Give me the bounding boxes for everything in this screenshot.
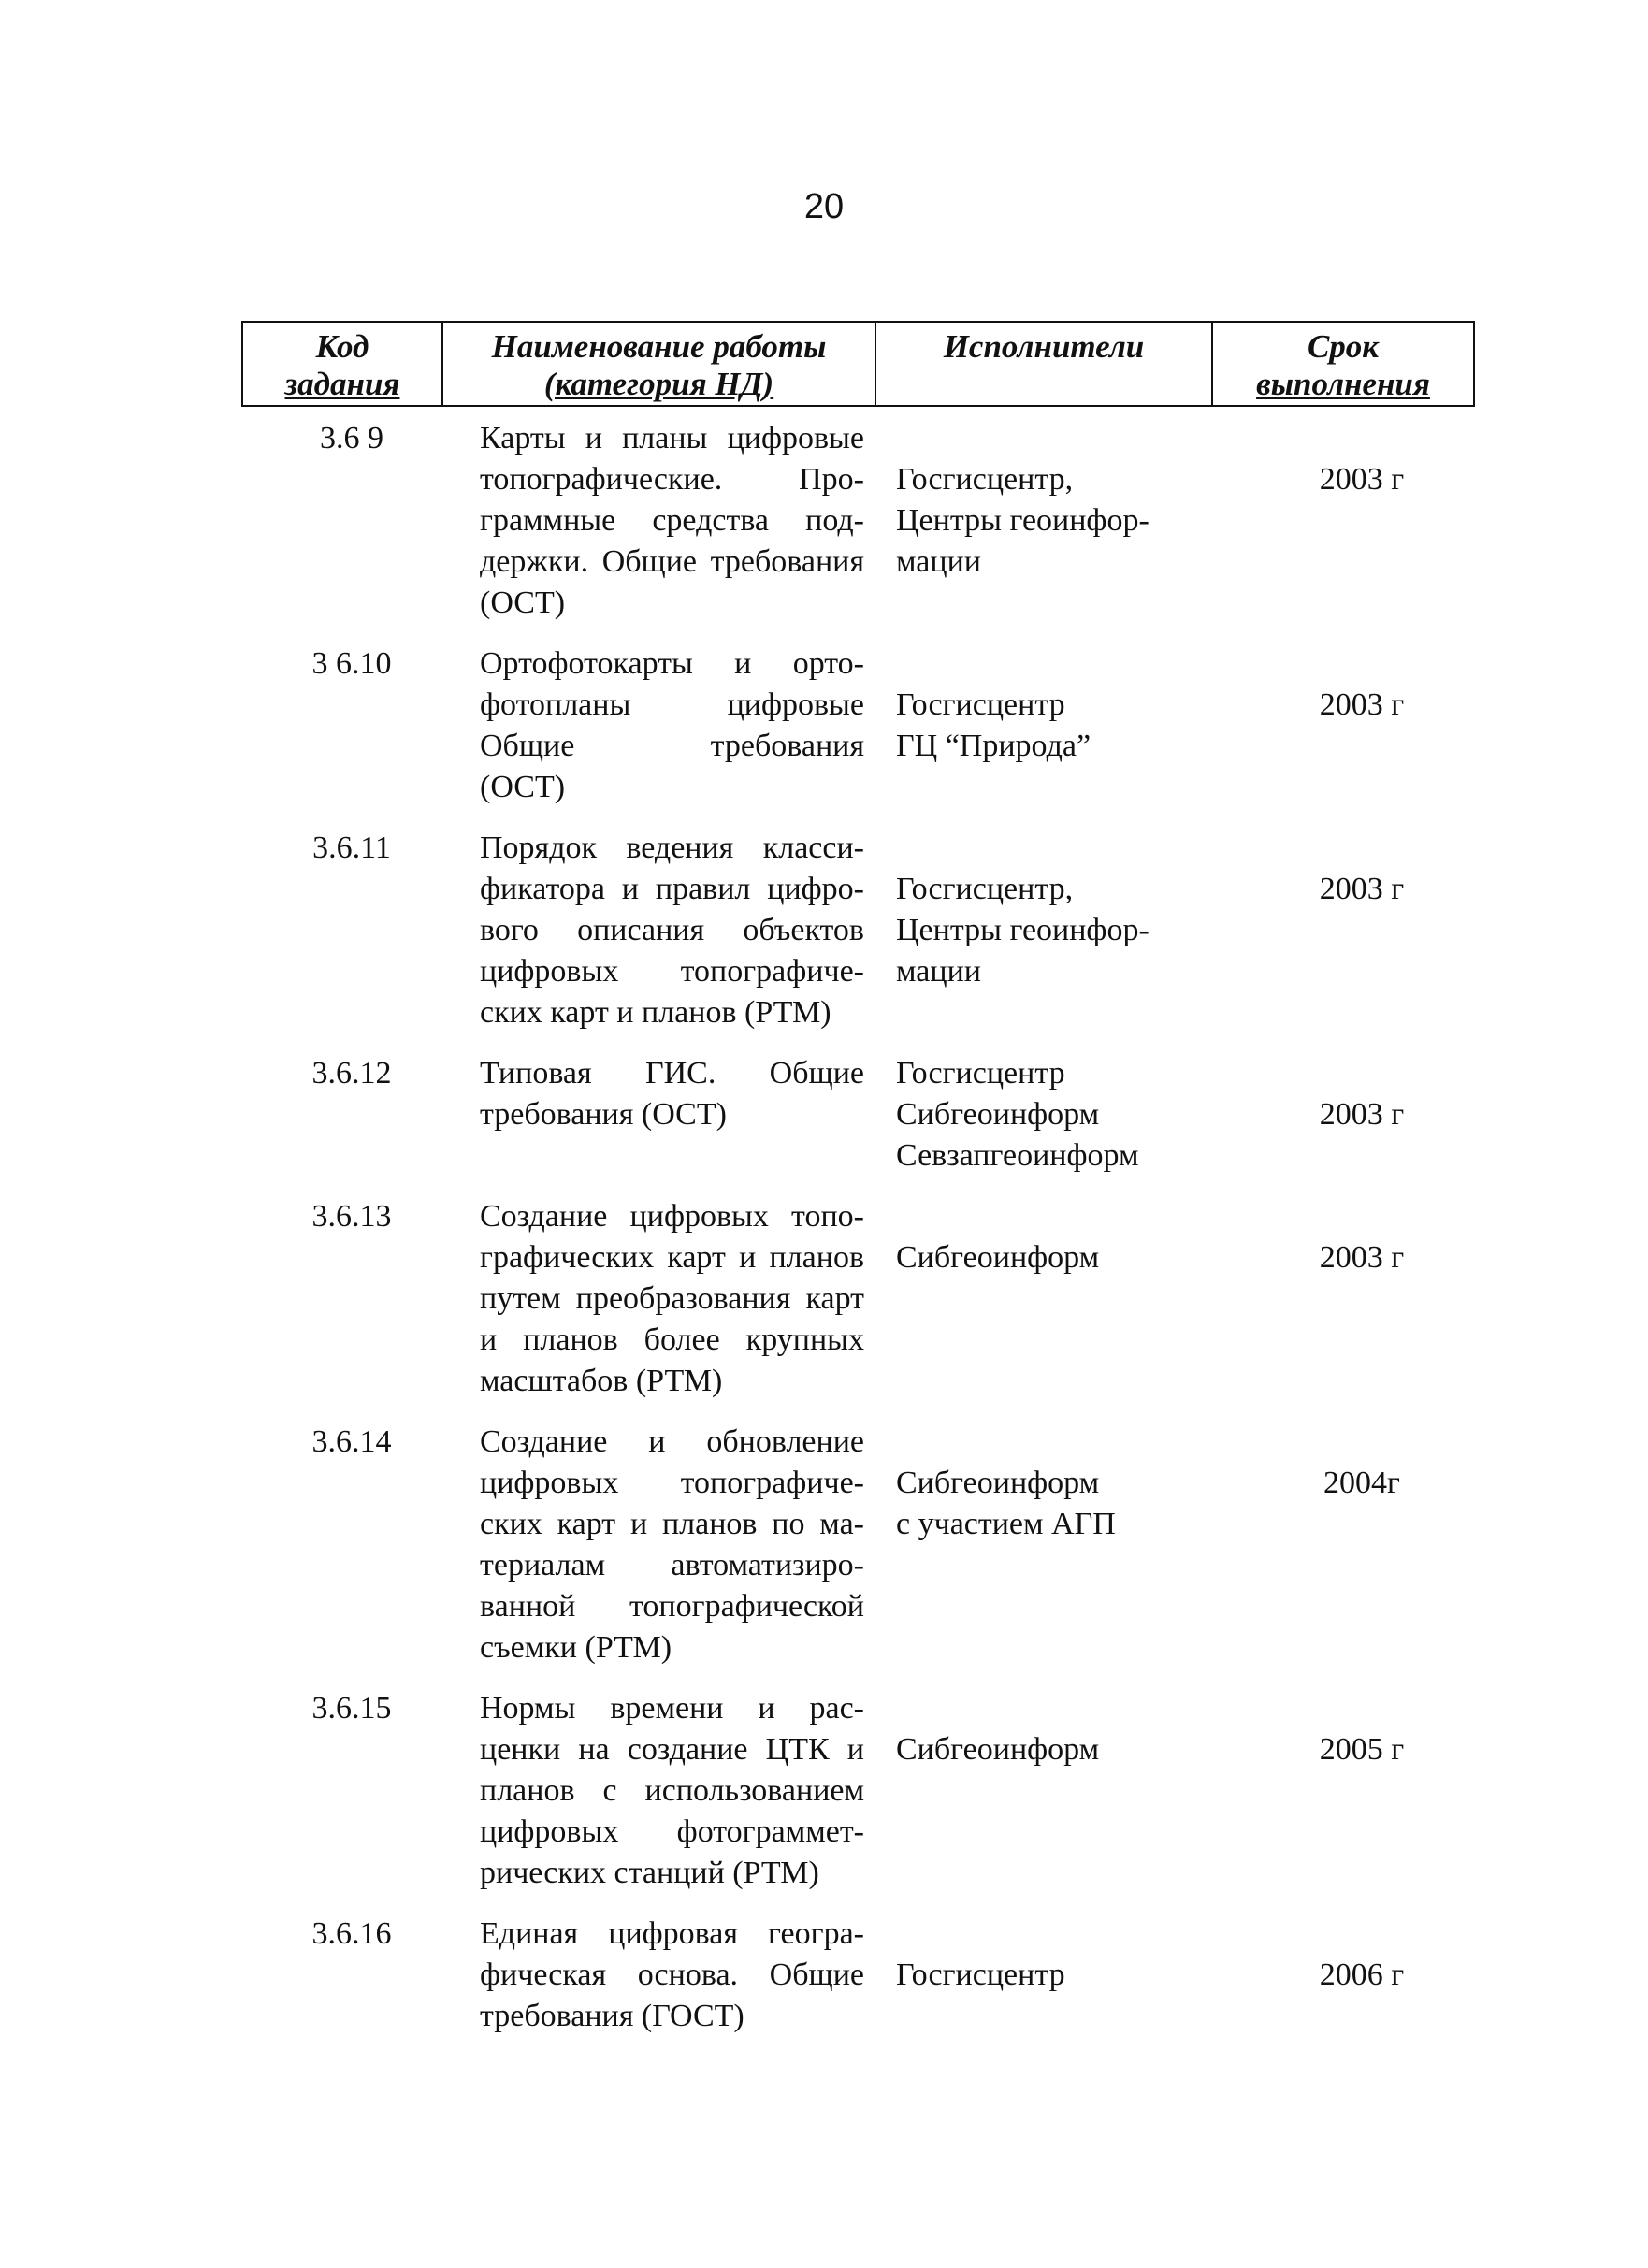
executor-line: с участием АГП [896, 1507, 1116, 1541]
work-name-line: Ортофотокарты и орто- [480, 646, 864, 681]
term-line: 2003 г [1319, 462, 1405, 497]
cell-code [242, 1422, 442, 1688]
executor-line: Госгисцентр, [896, 462, 1074, 497]
term-line: 2004г [1323, 1466, 1400, 1500]
term-line [1250, 1422, 1474, 1463]
works-table [241, 321, 1475, 2057]
work-name-line: ских карт и планов по ма- [480, 1507, 864, 1541]
executor-line: Сибгеоинформ [896, 1732, 1100, 1767]
term-line: 2003 г [1319, 872, 1405, 906]
term-line: 2003 г [1319, 1097, 1405, 1132]
header-line: Код [315, 328, 369, 365]
work-name-line: териалам автоматизиро- [480, 1548, 864, 1582]
page-number: 20 [803, 187, 845, 226]
cell-executors [875, 643, 1212, 828]
task-code: 3.6 9 [320, 421, 383, 455]
executor-line: Госгисцентр [896, 687, 1065, 722]
cell-executors [875, 828, 1212, 1053]
cell-term [1212, 1196, 1474, 1422]
executor-line [896, 643, 1212, 685]
term-line: 2005 г [1319, 1732, 1405, 1767]
work-name-line: цифровых фотограммет- [480, 1814, 864, 1849]
executor-line: Сибгеоинформ [896, 1097, 1100, 1132]
task-code: 3.6.11 [312, 831, 391, 865]
work-name-line: фикатора и правил цифро- [480, 872, 864, 906]
work-name-line: держки. Общие требования [480, 544, 864, 579]
header-term [1212, 322, 1474, 406]
work-name-line: Общие требования [480, 729, 864, 763]
table-row [242, 1053, 1474, 1196]
executor-line [896, 1422, 1212, 1463]
cell-executors [875, 1688, 1212, 1914]
executor-line: Сибгеоинформ [896, 1240, 1100, 1275]
term-line: 2003 г [1319, 687, 1405, 722]
term-line [1250, 643, 1474, 685]
term-line [1250, 1914, 1474, 1955]
work-name-line: планов с использованием [480, 1773, 864, 1808]
work-name-line: вого описания объектов [480, 913, 864, 947]
header-line: выполнения [1256, 366, 1430, 402]
cell-term [1212, 1053, 1474, 1196]
work-name-line: цифровых топографиче- [480, 954, 864, 989]
task-code: 3.6.16 [311, 1916, 392, 1951]
cell-executors [875, 1422, 1212, 1688]
header-line: Наименование работы [491, 328, 827, 365]
executor-line: Госгисцентр [896, 1056, 1065, 1091]
header-executors [875, 322, 1212, 406]
work-name-line: ских карт и планов (РТМ) [480, 995, 831, 1030]
table-header [242, 322, 1474, 406]
cell-work-name [442, 643, 875, 828]
cell-term [1212, 1688, 1474, 1914]
task-code: 3.6.14 [311, 1424, 392, 1459]
term-line [1250, 1053, 1474, 1094]
work-name-line: ценки на создание ЦТК и [480, 1732, 864, 1767]
term-line: 2006 г [1319, 1957, 1405, 1992]
work-name-line: Создание цифровых топо- [480, 1199, 864, 1234]
cell-executors [875, 1196, 1212, 1422]
executor-line: Госгисцентр, [896, 872, 1074, 906]
task-code: 3.6.12 [311, 1056, 392, 1091]
executor-line [896, 1688, 1212, 1729]
cell-work-name [442, 1688, 875, 1914]
executor-line: Севзапгеоинформ [896, 1138, 1139, 1173]
table-row [242, 1422, 1474, 1688]
cell-code [242, 1914, 442, 2057]
cell-executors [875, 406, 1212, 643]
cell-work-name [442, 1422, 875, 1688]
cell-code [242, 828, 442, 1053]
executor-line: Сибгеоинформ [896, 1466, 1100, 1500]
cell-code [242, 406, 442, 643]
work-name-line: (ОСТ) [480, 770, 566, 804]
executor-line [896, 1196, 1212, 1237]
header-line: Срок [1307, 328, 1380, 365]
work-name-line: масштабов (РТМ) [480, 1364, 723, 1398]
work-name-line: фическая основа. Общие [480, 1957, 864, 1992]
cell-term [1212, 1422, 1474, 1688]
cell-executors [875, 1053, 1212, 1196]
cell-code [242, 643, 442, 828]
work-name-line: Порядок ведения класси- [480, 831, 864, 865]
work-name-line: (ОСТ) [480, 585, 566, 620]
table-row [242, 1688, 1474, 1914]
executor-line [896, 418, 1212, 459]
work-name-line: и планов более крупных [480, 1322, 864, 1357]
table-row [242, 828, 1474, 1053]
table-row [242, 406, 1474, 643]
term-line: 2003 г [1319, 1240, 1405, 1275]
executor-line: мации [896, 954, 981, 989]
work-name-line: Карты и планы цифровые [480, 421, 864, 455]
header-line: (категория НД) [543, 366, 774, 402]
work-name-line: ванной топографической [480, 1589, 864, 1624]
cell-term [1212, 406, 1474, 643]
work-name-line: съемки (РТМ) [480, 1630, 672, 1665]
cell-term [1212, 1914, 1474, 2057]
executor-line: Центры геоинфор- [896, 503, 1149, 538]
table-body [242, 406, 1474, 2057]
term-line [1250, 418, 1474, 459]
header-line: задания [284, 366, 400, 402]
work-name-line: Единая цифровая геогра- [480, 1916, 864, 1951]
cell-executors [875, 1914, 1212, 2057]
cell-term [1212, 643, 1474, 828]
header-name [442, 322, 875, 406]
term-line [1250, 1196, 1474, 1237]
table-row [242, 1914, 1474, 2057]
task-code: 3.6.13 [311, 1199, 392, 1234]
cell-code [242, 1196, 442, 1422]
work-name-line: Нормы времени и рас- [480, 1691, 864, 1726]
header-line: Исполнители [943, 328, 1145, 365]
cell-term [1212, 828, 1474, 1053]
work-name-line: Создание и обновление [480, 1424, 864, 1459]
work-name-line: Типовая ГИС. Общие [480, 1056, 864, 1091]
executor-line: Госгисцентр [896, 1957, 1065, 1992]
executor-line [896, 1914, 1212, 1955]
work-name-line: цифровых топографиче- [480, 1466, 864, 1500]
term-line [1250, 1688, 1474, 1729]
cell-work-name [442, 1053, 875, 1196]
cell-work-name [442, 1196, 875, 1422]
task-code: 3 6.10 [311, 646, 392, 681]
executor-line: ГЦ “Природа” [896, 729, 1091, 763]
executor-line: мации [896, 544, 981, 579]
executor-line: Центры геоинфор- [896, 913, 1149, 947]
work-name-line: фотопланы цифровые [480, 687, 864, 722]
cell-work-name [442, 1914, 875, 2057]
work-name-line: требования (ГОСТ) [480, 1999, 744, 2033]
term-line [1250, 828, 1474, 869]
task-code: 3.6.15 [311, 1691, 392, 1726]
work-name-line: рических станций (РТМ) [480, 1856, 819, 1890]
work-name-line: граммные средства под- [480, 503, 864, 538]
work-name-line: графических карт и планов [480, 1240, 864, 1275]
header-code [242, 322, 442, 406]
executor-line [896, 828, 1212, 869]
table-row [242, 643, 1474, 828]
cell-work-name [442, 406, 875, 643]
work-name-line: топографические. Про- [480, 462, 864, 497]
cell-code [242, 1053, 442, 1196]
work-name-line: путем преобразования карт [480, 1281, 864, 1316]
cell-work-name [442, 828, 875, 1053]
table-row [242, 1196, 1474, 1422]
work-name-line: требования (ОСТ) [480, 1097, 727, 1132]
cell-code [242, 1688, 442, 1914]
